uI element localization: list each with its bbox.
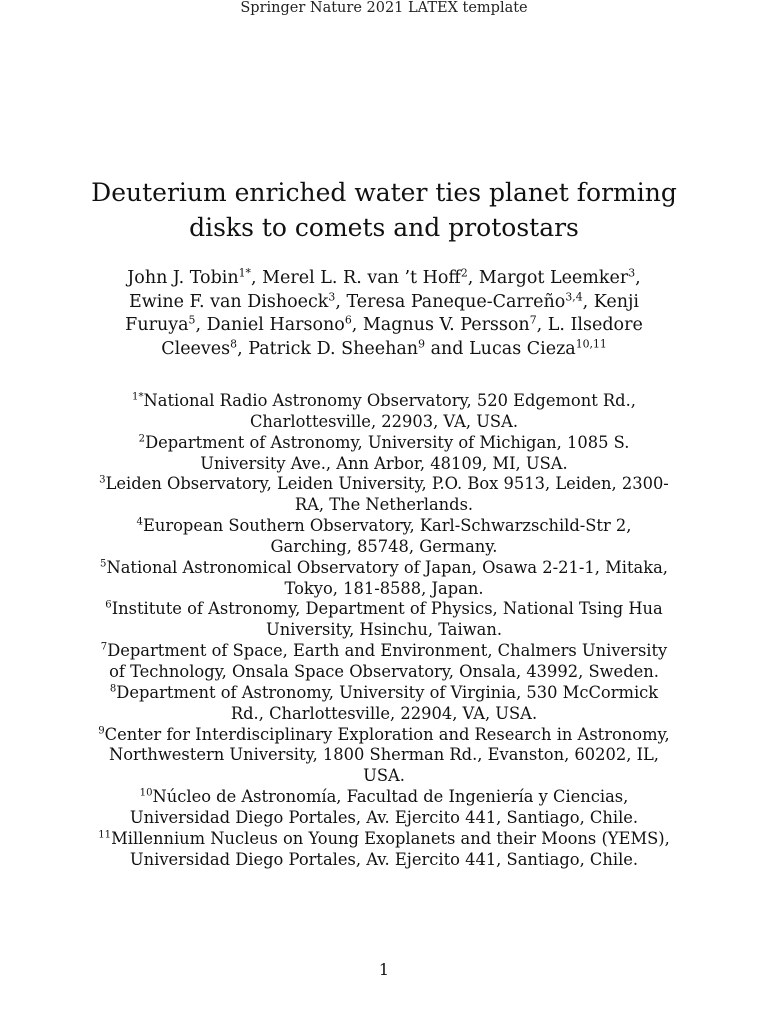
author-affiliation-mark: 1* (238, 266, 251, 280)
author-name: Teresa Paneque-Carreño (346, 291, 566, 312)
author-affiliation-mark: 8 (230, 337, 238, 351)
affiliation-text: Department of Astronomy, University of Michigan, 1085 S. University Ave., Ann Arbor, 48109, MI, USA. (145, 432, 630, 473)
affiliation-text: Department of Space, Earth and Environment, Chalmers University of Technology, Onsala Space Observatory, Onsala, 43992, Sweden. (107, 641, 668, 681)
author-conjunction: and (430, 338, 464, 359)
affiliation-text: Núcleo de Astronomía, Facultad de Ingeniería y Ciencias, Universidad Diego Portales, Av. Ejercito 441, Santiago, Chile. (129, 787, 639, 827)
page-number: 1 (378, 960, 390, 979)
affiliation-text: Leiden Observatory, Leiden University, P.O. Box 9513, Leiden, 2300-RA, The Netherlands. (105, 474, 669, 515)
paper-title: Deuterium enriched water ties planet forming disks to comets and protostars (91, 178, 677, 242)
author-name: Patrick D. Sheehan (248, 338, 419, 359)
affiliation (96, 558, 672, 600)
affiliation (96, 725, 672, 788)
author (248, 339, 425, 359)
author (363, 315, 537, 335)
affiliation-mark: 3 (99, 475, 106, 487)
author (207, 315, 352, 335)
author-name: Lucas Cieza (469, 338, 576, 359)
affiliation-mark: 9 (98, 725, 105, 737)
author (469, 339, 607, 359)
author-name: L. Ilsedore Cleeves (161, 315, 643, 359)
affiliation-text: National Radio Astronomy Observatory, 520 Edgemont Rd., Charlottesville, 22903, VA, USA. (143, 391, 636, 431)
affiliation-text: European Southern Observatory, Karl-Schwarzschild-Str 2, Garching, 85748, Germany. (142, 516, 632, 556)
affiliation-mark: 2 (138, 433, 146, 445)
affiliation-mark: 7 (100, 641, 108, 653)
affiliation-mark: 4 (136, 516, 143, 528)
author-name: John J. Tobin (127, 268, 239, 288)
affiliation (96, 391, 672, 433)
author (479, 268, 635, 288)
affiliation-text: Department of Astronomy, University of Virginia, 530 McCormick Rd., Charlottesville, 22904, VA, USA. (116, 682, 659, 723)
author-affiliation-mark: 7 (529, 313, 537, 327)
author-affiliation-mark: 2 (460, 266, 468, 280)
affiliation (96, 787, 672, 829)
author (127, 268, 251, 288)
affiliation-mark: 10 (139, 787, 153, 799)
affiliation-mark: 1* (132, 391, 144, 403)
author-affiliation-mark: 3 (328, 289, 336, 303)
author-name: Margot Leemker (478, 268, 629, 288)
affiliation-mark: 11 (98, 829, 112, 841)
affiliation (96, 474, 672, 516)
author (346, 289, 583, 312)
author-name: Ewine F. van Dishoeck (128, 291, 329, 312)
author-affiliation-mark: 3 (628, 266, 636, 280)
affiliation (96, 683, 672, 725)
affiliation (96, 599, 672, 641)
author-name: Magnus V. Persson (362, 315, 530, 336)
affiliation-text: Institute of Astronomy, Department of Physics, National Tsing Hua University, Hsinchu, Taiwan. (111, 599, 663, 640)
running-header: Springer Nature 2021 LATEX template (240, 0, 528, 16)
affiliation-text: National Astronomical Observatory of Japan, Osawa 2-21-1, Mitaka, Tokyo, 181-8588, Japan. (106, 557, 668, 598)
affiliation (96, 433, 672, 475)
author-name: Daniel Harsono (206, 315, 345, 336)
author (262, 268, 468, 288)
author-affiliation-mark: 10,11 (575, 337, 607, 351)
affiliation-text: Center for Interdisciplinary Exploration and Research in Astronomy, Northwestern University, 1800 Sherman Rd., Evanston, 60202, IL, USA. (104, 724, 670, 786)
author-affiliation-mark: 9 (418, 337, 425, 351)
author-affiliation-mark: 3,4 (565, 289, 583, 303)
affiliation-mark: 8 (109, 683, 117, 695)
affiliation-mark: 6 (105, 600, 112, 612)
affiliation (96, 516, 672, 558)
author-affiliation-mark: 6 (344, 313, 352, 327)
author-list: John J. Tobin$^{1*}$, Merel L. R. van ’t Hoff$^2$, Margot Leemker$^3$, Ewine F. van Dishoeck$^3$, Teresa Paneque-Carreño$^{3,4}$, Kenji Furuya$^5$, Daniel Harsono$^6$, Magnus V. Persson$^7$, L. Ilsedore Cleeves$^8$, Patrick D. Sheehan$^9$ and Lucas Cieza$^{10,11}$ (125, 266, 643, 359)
author-name: Merel L. R. van ’t Hoff (262, 268, 461, 288)
author-name: Kenji Furuya (125, 291, 639, 336)
author-affiliation-mark: 5 (188, 313, 196, 327)
affiliation (96, 641, 672, 683)
affiliation-text: Millennium Nucleus on Young Exoplanets and their Moons (YEMS), Universidad Diego Portales, Av. Ejercito 441, Santiago, Chile. (111, 828, 670, 869)
affiliation-mark: 5 (100, 558, 107, 570)
affiliation (96, 829, 672, 871)
affiliation-list (96, 391, 672, 870)
author (128, 289, 336, 312)
